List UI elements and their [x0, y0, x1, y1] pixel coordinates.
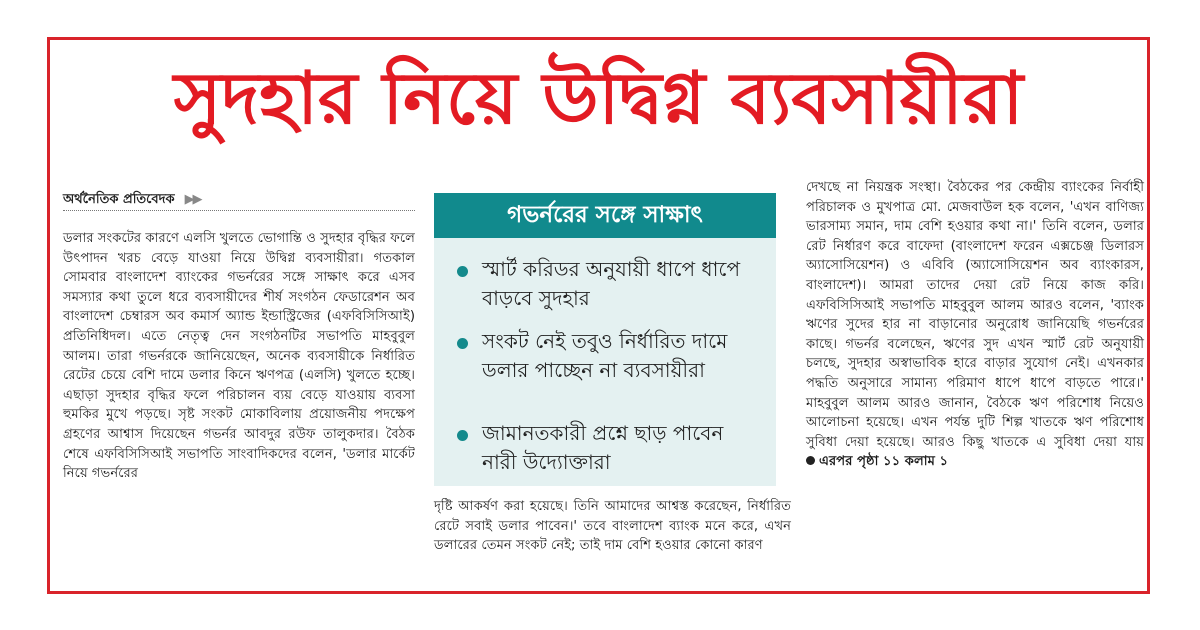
highlight-box-title: গভর্নরের সঙ্গে সাক্ষাৎ — [434, 193, 776, 238]
byline-text: অর্থনৈতিক প্রতিবেদক — [63, 192, 175, 207]
highlight-bullet — [457, 255, 757, 313]
highlight-bullet-text: জামানতকারী প্রশ্নে ছাড় পাবেন নারী উদ্যোক্তারা — [482, 421, 724, 474]
headline: সুদহার নিয়ে উদ্বিগ্ন ব্যবসায়ীরা — [173, 56, 1024, 140]
continued-text: এরপর পৃষ্ঠা ১১ কলাম ১ — [819, 454, 949, 470]
byline — [63, 190, 415, 211]
highlight-bullet-text: স্মার্ট করিডর অনুযায়ী ধাপে ধাপে বাড়বে সুদহার — [482, 257, 741, 310]
bullet-dot-icon — [457, 266, 468, 277]
column-3-text — [806, 178, 1144, 472]
bullet-dot-icon — [457, 430, 468, 441]
column-1-text: ডলার সংকটের কারণে এলসি খুলতে ভোগান্তি ও সুদহার বৃদ্ধির ফলে উৎপাদন খরচ বেড়ে যাওয়া নিয়ে উদ্বিগ্ন ব্যবসায়ীরা। গতকাল সোমবার বাংলাদেশ ব্যাংকের গভর্নরের সঙ্গে সাক্ষাৎ করে এসব সমস্যার কথা তুলে ধরে ব্যবসায়ীদের শীর্ষ সংগঠন ফেডারেশন অব বাংলাদেশ চেম্বারস অব কমার্স অ্যান্ড ইন্ডাস্ট্রিজের (এফবিসিসিআই) প্রতিনিধিদল। এতে নেতৃত্ব দেন সংগঠনটির সভাপতি মাহবুবুল আলম। তারা গভর্নরকে জানিয়েছেন, অনেক ব্যবসায়ীকে নির্ধারিত রেটের চেয়ে বেশি দামে ডলার কিনে ঋণপত্র (এলসি) খুলতে হচ্ছে। এছাড়া সুদহার বৃদ্ধির ফলে পরিচালন ব্যয় বেড়ে যাওয়ায় ব্যবসা হুমকির মুখে পড়ছে। সৃষ্ট সংকট মোকাবিলায় প্রয়োজনীয় পদক্ষেপ গ্রহণের আশ্বাস দিয়েছেন গভর্নর আবদুর রউফ তালুকদার। বৈঠক শেষে এফবিসিসিআই সভাপতি সাংবাদিকদের বলেন, 'ডলার মার্কেট নিয়ে গভর্নরের — [63, 231, 415, 482]
byline-divider — [63, 210, 415, 211]
column-3-body: দেখছে না নিয়ন্ত্রক সংস্থা। বৈঠকের পর কেন্দ্রীয় ব্যাংকের নির্বাহী পরিচালক ও মুখপাত্র মো. মেজবাউল হক বলেন, 'এখন বাণিজ্য ভারসাম্য সমান, দাম বেশি হওয়ার কথা না।' তিনি বলেন, ডলার রেট নির্ধারণ করে বাফেদা (বাংলাদেশ ফরেন এক্সচেঞ্জ ডিলারস অ্যাসোসিয়েশন) ও এবিবি (অ্যাসোসিয়েশন অব ব্যাংকারস, বাংলাদেশ)। আমরা তাদের দেয়া রেট নিয়ে কাজ করি। এফবিসিসিআই সভাপতি মাহবুবুল আলম আরও বলেন, 'ব্যাংক ঋণের সুদের হার না বাড়ানোর অনুরোধ জানিয়েছি গভর্নরের কাছে। গভর্নর বলেছেন, ঋণের সুদ এখন স্মার্ট রেট অনুযায়ী চলছে, সুদহার অস্বাভাবিক হারে বাড়ার সুযোগ নেই। এখনকার পদ্ধতি অনুসারে সামান্য পরিমাণ ধাপে ধাপে বাড়তে পারে।' মাহবুবুল আলম আরও জানান, বৈঠকে ঋণ পরিশোধ নিয়েও আলোচনা হয়েছে। এখন পর্যন্ত দুটি শিল্প খাতকে ঋণ পরিশোধ সুবিধা দেয়া হয়েছে। আরও কিছু খাতকে এ সুবিধা দেয়া যায় — [806, 180, 1144, 450]
article-column-1 — [63, 229, 415, 484]
bullet-dot-icon — [806, 456, 815, 465]
highlight-bullet — [457, 327, 757, 385]
bullet-dot-icon — [457, 338, 468, 349]
continued-note — [806, 454, 948, 469]
byline-arrows-icon: ▶▶ — [184, 192, 201, 207]
column-2-text: দৃষ্টি আকর্ষণ করা হয়েছে। তিনি আমাদের আশ্বস্ত করেছেন, নির্ধারিত রেটে সবাই ডলার পাবেন।' তবে বাংলাদেশ ব্যাংক মনে করে, এখন ডলারের তেমন সংকট নেই; তাই দাম বেশি হওয়ার কোনো কারণ — [434, 499, 791, 554]
highlight-box — [434, 193, 776, 486]
highlight-bullet-text: সংকট নেই তবুও নির্ধারিত দামে ডলার পাচ্ছেন না ব্যবসায়ীরা — [482, 329, 728, 382]
article-column-2 — [434, 497, 791, 556]
article-column-3 — [806, 178, 1144, 472]
article-frame — [47, 37, 1150, 594]
highlight-bullet — [457, 419, 757, 477]
